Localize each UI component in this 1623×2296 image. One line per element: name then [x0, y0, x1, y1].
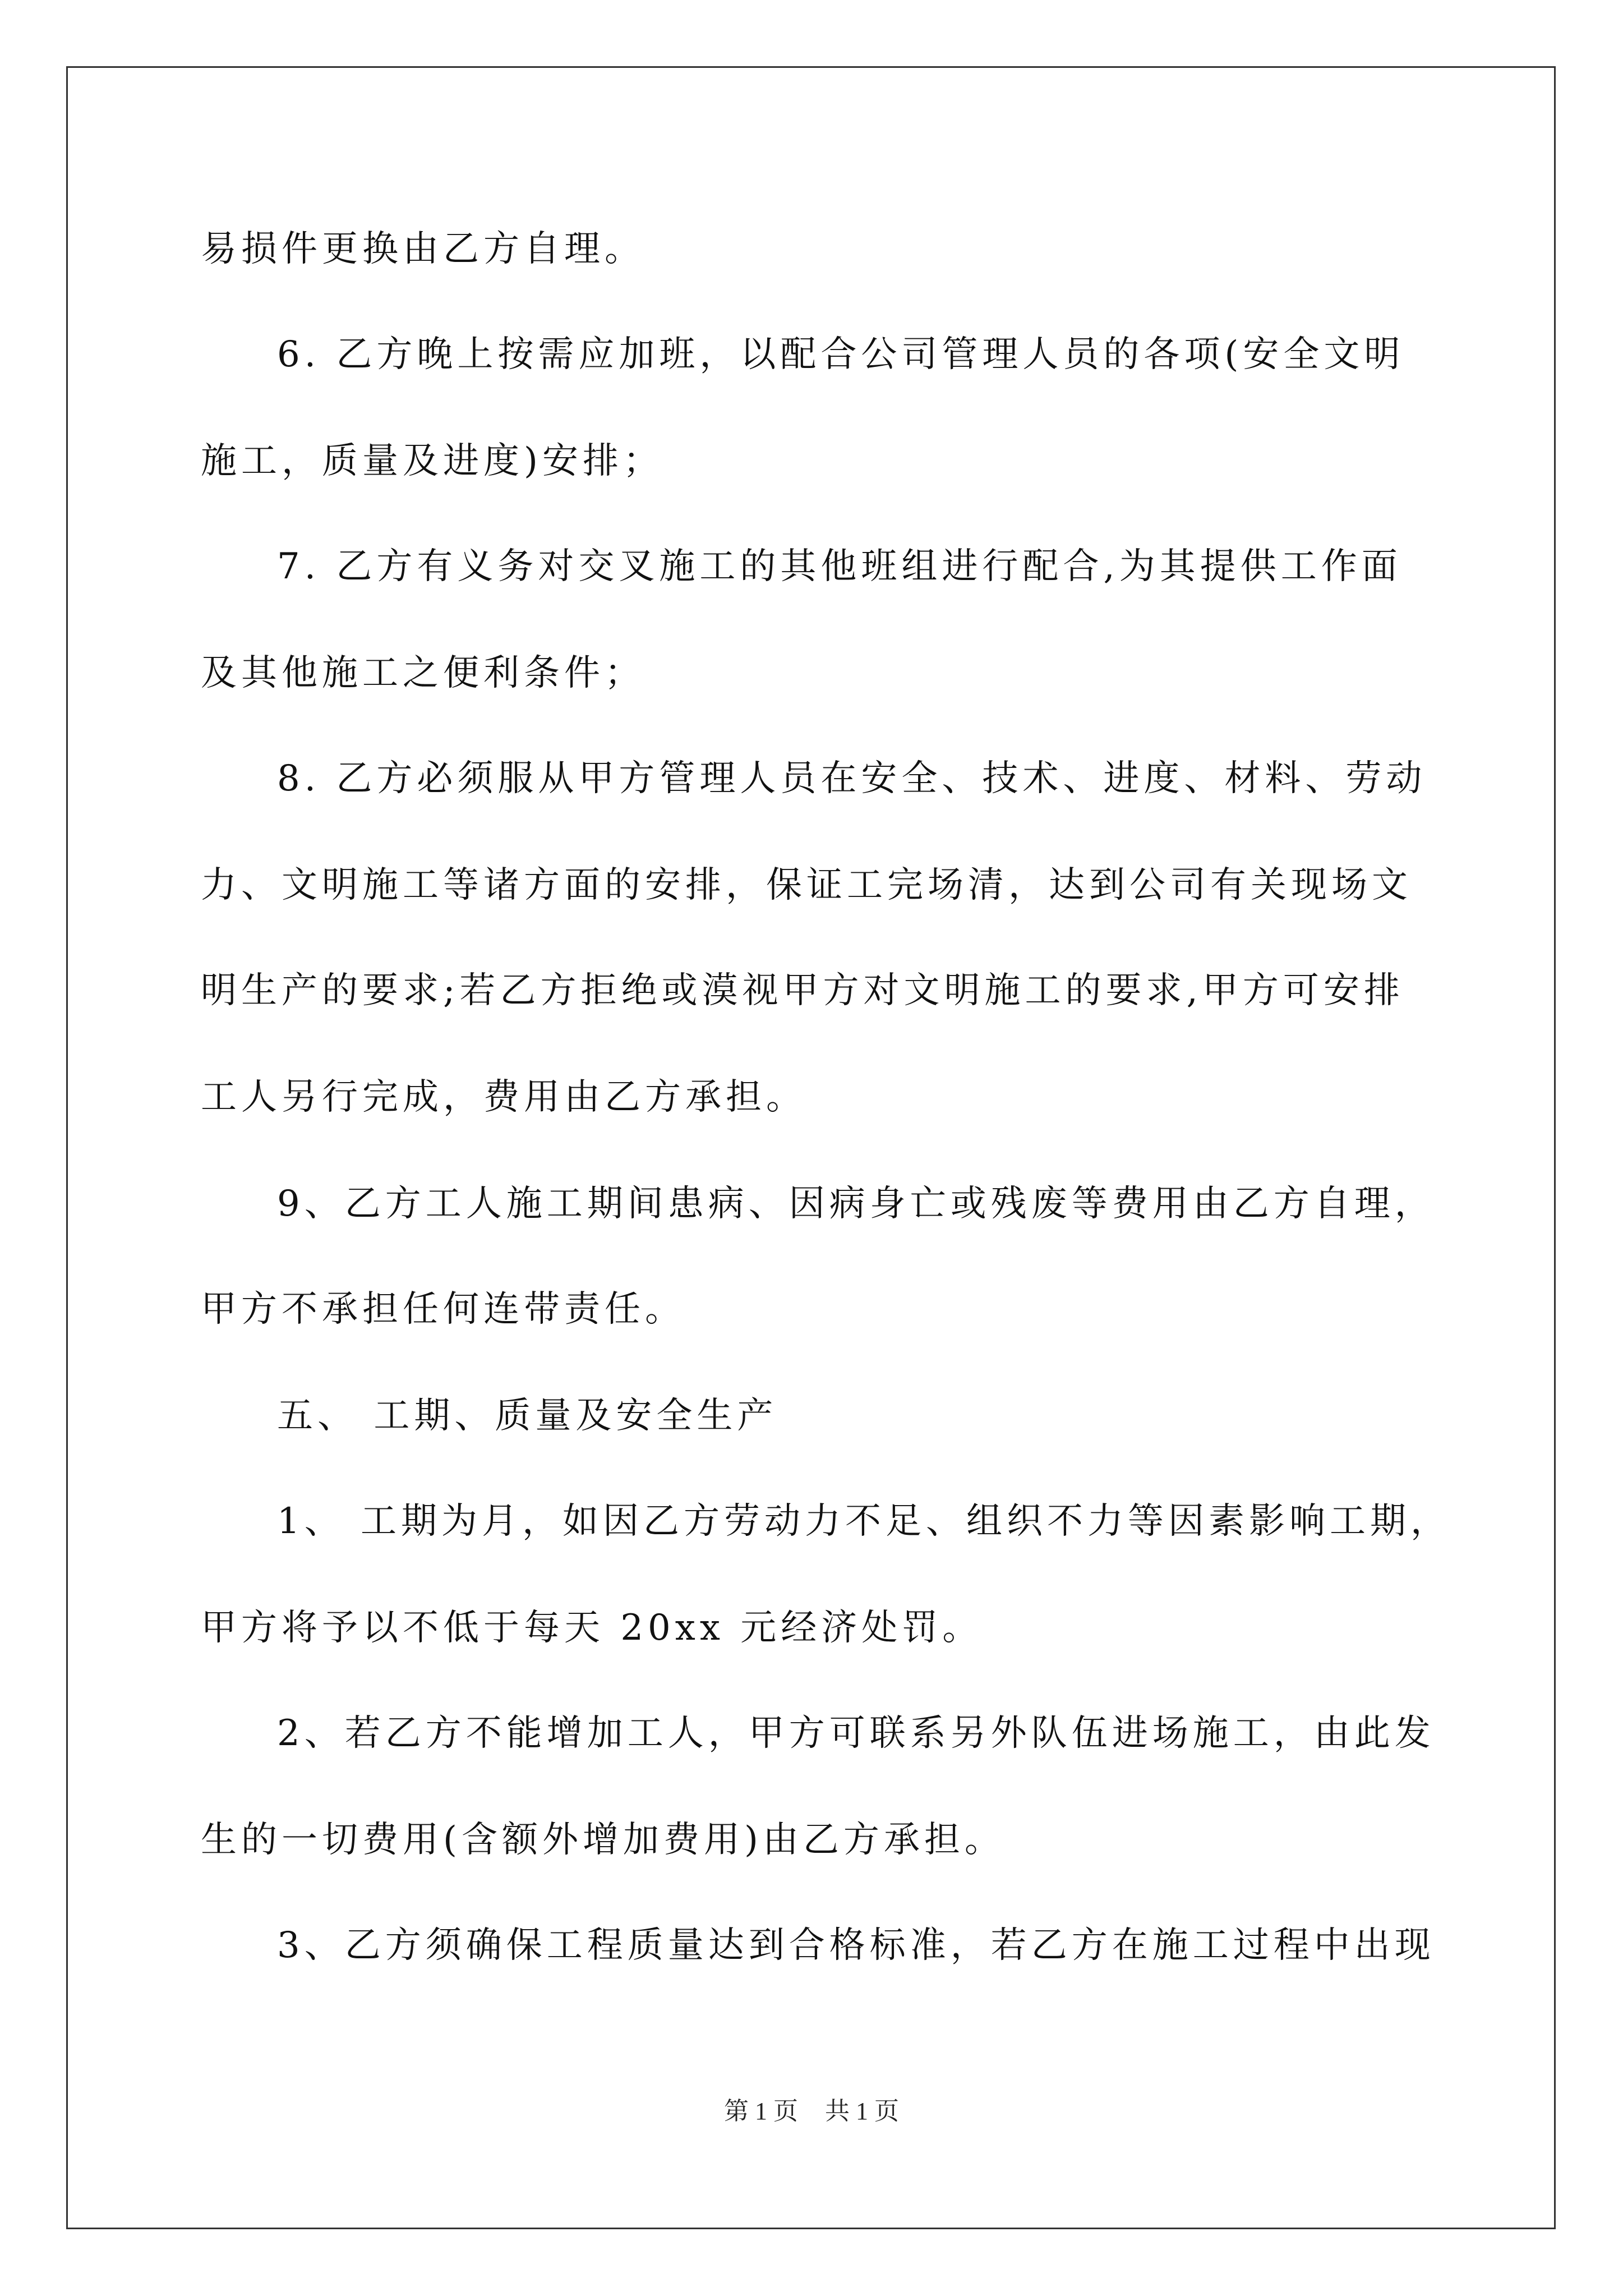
- text-line: 1、 工期为月，如因乙方劳动力不足、组织不力等因素影响工期，: [277, 1501, 1451, 1542]
- text-line: 甲方不承担任何连带责任。: [201, 1289, 685, 1330]
- section-heading: 五、 工期、质量及安全生产: [277, 1395, 778, 1437]
- page-number: 第 1 页: [724, 2097, 798, 2125]
- text-line: 8. 乙方必须服从甲方管理人员在安全、技术、进度、材料、劳动: [277, 758, 1427, 799]
- text-line: 甲方将予以不低于每天 20xx 元经济处罚。: [201, 1607, 983, 1649]
- page-footer: [0, 2096, 1623, 2127]
- text-line: 力、文明施工等诸方面的安排，保证工完场清，达到公司有关现场文: [201, 864, 1412, 906]
- text-line: 生的一切费用(含额外增加费用)由乙方承担。: [201, 1819, 1005, 1861]
- text-line: 2、若乙方不能增加工人，甲方可联系另外队伍进场施工，由此发: [277, 1713, 1435, 1754]
- text-line: 易损件更换由乙方自理。: [201, 228, 645, 270]
- text-line: 7. 乙方有义务对交叉施工的其他班组进行配合,为其提供工作面: [277, 546, 1402, 587]
- text-line: 明生产的要求;若乙方拒绝或漠视甲方对文明施工的要求,甲方可安排: [201, 970, 1404, 1011]
- text-line: 及其他施工之便利条件；: [201, 652, 645, 694]
- text-line: 6. 乙方晚上按需应加班，以配合公司管理人员的各项(安全文明: [277, 334, 1405, 375]
- text-line: 9、乙方工人施工期间患病、因病身亡或残废等费用由乙方自理，: [277, 1183, 1435, 1225]
- page-border: [66, 66, 1556, 2229]
- text-line: 施工，质量及进度)安排；: [201, 440, 663, 482]
- text-line: 3、乙方须确保工程质量达到合格标准，若乙方在施工过程中出现: [277, 1925, 1435, 1966]
- page-total: 共 1 页: [825, 2097, 899, 2125]
- text-line: 工人另行完成，费用由乙方承担。: [201, 1076, 806, 1118]
